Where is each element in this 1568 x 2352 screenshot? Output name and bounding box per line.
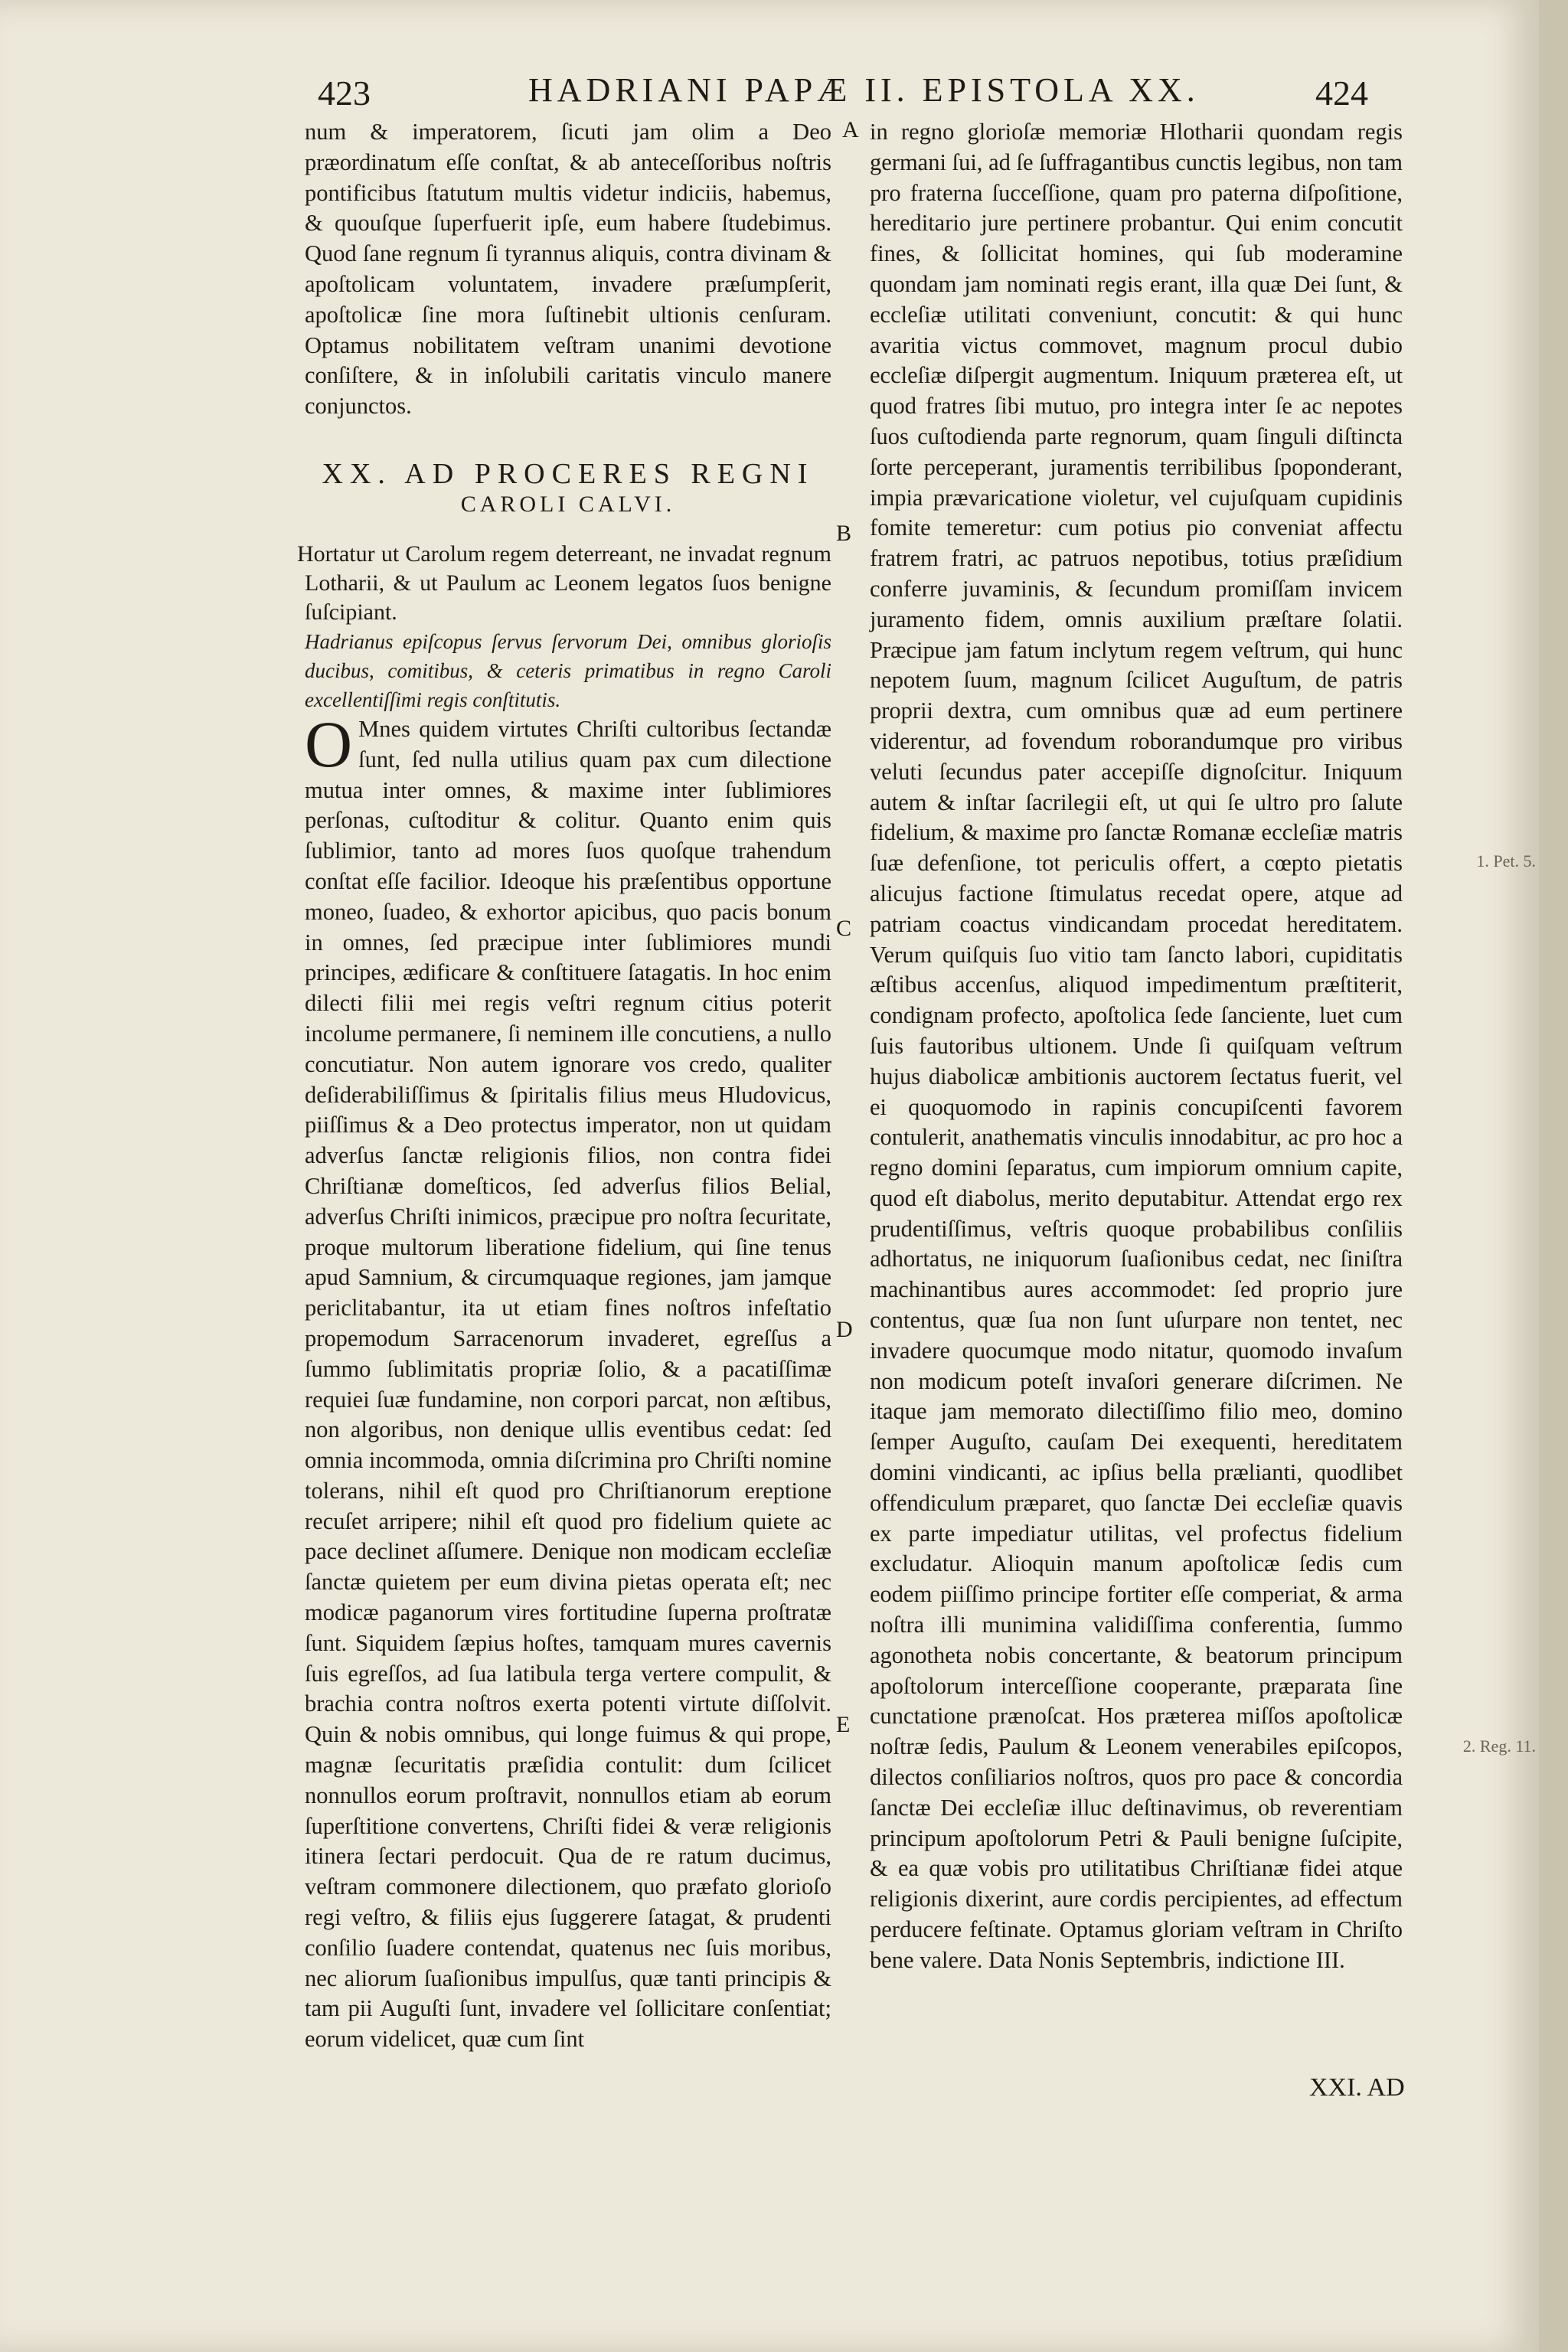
letter-inscription: Hadrianus epiſcopus ſervus ſervorum Dei, omnibus glorioſis ducibus, comitibus, & ceteris primatibus in regno Caroli excellentiſſimi regis conſtitutis. (305, 629, 831, 711)
left-column (297, 117, 831, 2055)
catchword: XXI. AD (1309, 2073, 1405, 2102)
running-head: HADRIANI PAPÆ II. EPISTOLA XX. (528, 71, 1200, 109)
section-marker-d: D (836, 1317, 853, 1342)
drop-cap: O (305, 707, 353, 781)
letter-body-left (305, 707, 831, 2055)
section-marker-c: C (836, 916, 852, 941)
letter-body-text: Mnes quidem virtutes Chriſti cultoribus ſectandæ ſunt, ſed nulla utilius quam pax cum dilectione mutua inter omnes, & maxime inter ſublimiores perſonas, cuſtoditur & colitur. Quanto enim quis ſublimior, tanto ad mores ſuos quoſque trahendum conſtat eſſe facilior. Ideoque his præſentibus opportune moneo, ſuadeo, & exhortor apicibus, quo pacis bonum in omnes, ſed præcipue inter ſublimiores mundi principes, ædificare & conſtituere ſatagatis. In hoc enim dilecti filii mei regis veſtri regnum citius poterit incolume permanere, ſi neminem ille concutiens, a nullo concutiatur. Non autem ignorare vos credo, qualiter deſiderabiliſſimus & ſpiritalis filius meus Hludovicus, piiſſimus & a Deo protectus imperator, non ut quidam adverſus ſanctæ religionis filios, non contra fidei Chriſtianæ domeſticos, ſed adverſus filios Belial, adverſus Chriſti inimicos, præcipue pro noſtra ſecuritate, proque multorum liberatione fidelium, qui ſine tenus apud Samnium, & circumquaque regiones, jam jamque periclitabantur, ita ut etiam fines noſtros infeſtatio propemodum Sarracenorum invaderet, egreſſus a ſummo ſublimitatis propriæ ſolio, & a pacatiſſimæ requiei ſuæ fundamine, non corpori parcat, non æſtibus, non algoribus, non denique ullis eventibus cedat: ſed omnia incommoda, omnia diſcrimina pro Chriſti nomine tolerans, nihil eſt quod pro Chriſtianorum ereptione recuſet arripere; nihil eſt quod pro fidelium quiete ac pace declinet aſſumere. Denique non modicam eccleſiæ ſanctæ quietem per eum divina pietas operata eſt; nec modicæ paganorum vires fortitudine ſuperna proſtratæ ſunt. Siquidem ſæpius hoſtes, tamquam mures cavernis ſuis egreſſos, ad ſua latibula terga vertere compulit, & brachia contra noſtros exerta potenti virtute diſſolvit. Quin & nobis omnibus, qui longe fuimus & qui prope, magnæ ſecuritatis præſidia contulit: dum ſcilicet nonnullos eorum proſtravit, nonnullos etiam ab eorum ſuperſtitione convertens, Chriſti fidei & veræ religionis itinera ſectari perdocuit. Qua de re ratum ducimus, veſtram commonere dilectionem, quo præfato glorioſo regi veſtro, & filiis ejus ſuggerere ſatagat, & prudenti conſilio ſuadere contendat, quatenus nec ſuis moribus, nec aliorum ſuaſionibus impulſus, quæ tanti principis & tam pii Auguſti ſunt, invadere vel ſollicitare conſentiat; eorum videlicet, quæ cum ſint (305, 715, 831, 2053)
section-marker-a: A (842, 117, 859, 142)
facing-page-edge (1539, 0, 1568, 2352)
section-subtitle: CAROLI CALVI. (460, 491, 676, 517)
margin-note: 2. Reg. 11. (1462, 1736, 1536, 1756)
letter-body-right: in regno glorioſæ memoriæ Hlotharii quondam regis germani ſui, ad ſe ſuffragantibus cunctis legibus, non tam pro fraterna ſucceſſione, quam pro paterna diſpoſitione, hereditario jure pertinere probantur. Qui enim concutit fines, & ſollicitat homines, qui ſub moderamine quondam jam nominati regis erant, illa quæ Dei ſunt, & eccleſiæ utilitati conveniunt, concutit: & qui hunc avaritia victus commovet, magnum procul dubio eccleſiæ diſpergit augmentum. Iniquum præterea eſt, ut quod fratres ſibi mutuo, pro integra inter ſe ac nepotes ſuos cuſtodienda parte regnorum, quam ſinguli diſtincta ſorte perceperant, juramentis terribilibus ſpoponderant, impia prævaricatione violetur, vel cujuſquam cupidinis fomite temeretur: cum potius pio conveniat affectu fratrem fratri, ac patruos nepotibus, totius præſidium conferre juvaminis, & ſecundum promiſſam invicem juramento fidem, omnis auxilium præſtare ſolatii. Præcipue jam fatum inclytum regem veſtrum, qui hunc nepotem ſuum, magnum ſcilicet Auguſtum, de patris proprii dextra, cum omnibus quæ ad eum pertinere viderentur, ad fovendum roborandumque pro viribus veluti ſecundus pater accepiſſe dignoſcitur. Iniquum autem & inſtar ſacrilegii eſt, ut qui ſe ultro pro ſalute fidelium, & maxime pro ſanctæ Romanæ eccleſiæ matris ſuæ defenſione, tot periculis offert, a cœpto pietatis alicujus factione ſtimulatus recedat opere, atque ad patriam coactus vindicandam procedat hereditatem. Verum quiſquis ſuo vitio tam ſancto labori, cupiditatis æſtibus accenſus, aliquod impedimentum præſtiterit, condignam profecto, apoſtolica ſede ſanciente, luet cum ſuis fautoribus ultionem. Unde ſi quiſquam veſtrum hujus diabolicæ ambitionis auctorem ſectatus fuerit, vel ei quoquomodo in rapinis concupiſcenti favorem contulerit, anathematis vinculis innodabitur, ac pro hoc a regno domini ſeparatus, cum impiorum omnium capite, quod eſt diabolus, merito deputabitur. Attendat ergo rex prudentiſſimus, veſtris quoque probabilibus conſiliis adhortatus, ne iniquorum ſuaſionibus cedat, nec ſiniſtra machinantibus aures accommodet: ſed proprio jure contentus, quæ ſua non ſunt uſurpare non tentet, nec invadere quocumque modo nitatur, quomodo invaſum non modicum poteſt invaſori generare diſcrimen. Ne itaque jam memorato dilectiſſimo filio meo, domino ſemper Auguſto, cauſam Dei exequenti, hereditatem domini vindicanti, ac ipſius bella prælianti, quodlibet offendiculum præparet, quo ſanctæ Dei eccleſiæ quavis ex parte impediatur utilitas, vel profectus fidelium excludatur. Alioquin manum apoſtolicæ ſedis cum eodem piiſſimo principe fortiter eſſe comperiat, & arma noſtra illi munimina validiſſima conferentia, ſummo agonotheta nobis concertante, & beatorum principum apoſtolorum interceſſione cooperante, præparata ſine cunctatione prænoſcat. Hos præterea miſſos apoſtolicæ noſtræ ſedis, Paulum & Leonem venerabiles epiſcopos, dilectos conſiliarios noſtros, quos pro pace & concordia ſanctæ Dei eccleſiæ illuc deſtinavimus, ob reverentiam principum apoſtolorum Petri & Pauli benigne ſuſcipite, & ea quæ vobis pro utilitatibus Chriſtianæ fidei atque religionis dixerint, aure cordis percipientes, ad effectum perducere feſtinate. Optamus gloriam veſtram in Chriſto bene valere. Data Nonis Septembris, indictione III. (870, 119, 1403, 1973)
continuation-text: num & imperatorem, ſicuti jam olim a Deo præordinatum eſſe conſtat, & ab anteceſſoribus noſtris pontificibus ſtatutum multis videtur indiciis, habemus, & quouſque ſuperfuerit ipſe, eum habere ſtudebimus. Quod ſane regnum ſi tyrannus aliquis, contra divinam & apoſtolicam voluntatem, invadere præſumpſerit, apoſtolicæ ſine mora ſuſtinebit ultionis cenſuram. Optamus nobilitatem veſtram unanimi devotione conſiſtere, & in inſolubili caritatis vinculo manere conjunctos. (305, 119, 831, 420)
section-marker-e: E (836, 1712, 851, 1737)
section-marker-b: B (836, 521, 852, 546)
margin-note: 1. Pet. 5. (1476, 851, 1536, 871)
right-column (870, 117, 1403, 1976)
page-number-left: 423 (318, 74, 371, 113)
section-title: XX. AD PROCERES REGNI (322, 457, 815, 490)
letter-summary: Hortatur ut Carolum regem deterreant, ne invadat regnum Lotharii, & ut Paulum ac Leonem legatos ſuos benigne ſuſcipiant. (297, 541, 831, 625)
page-number-right: 424 (1315, 74, 1368, 113)
